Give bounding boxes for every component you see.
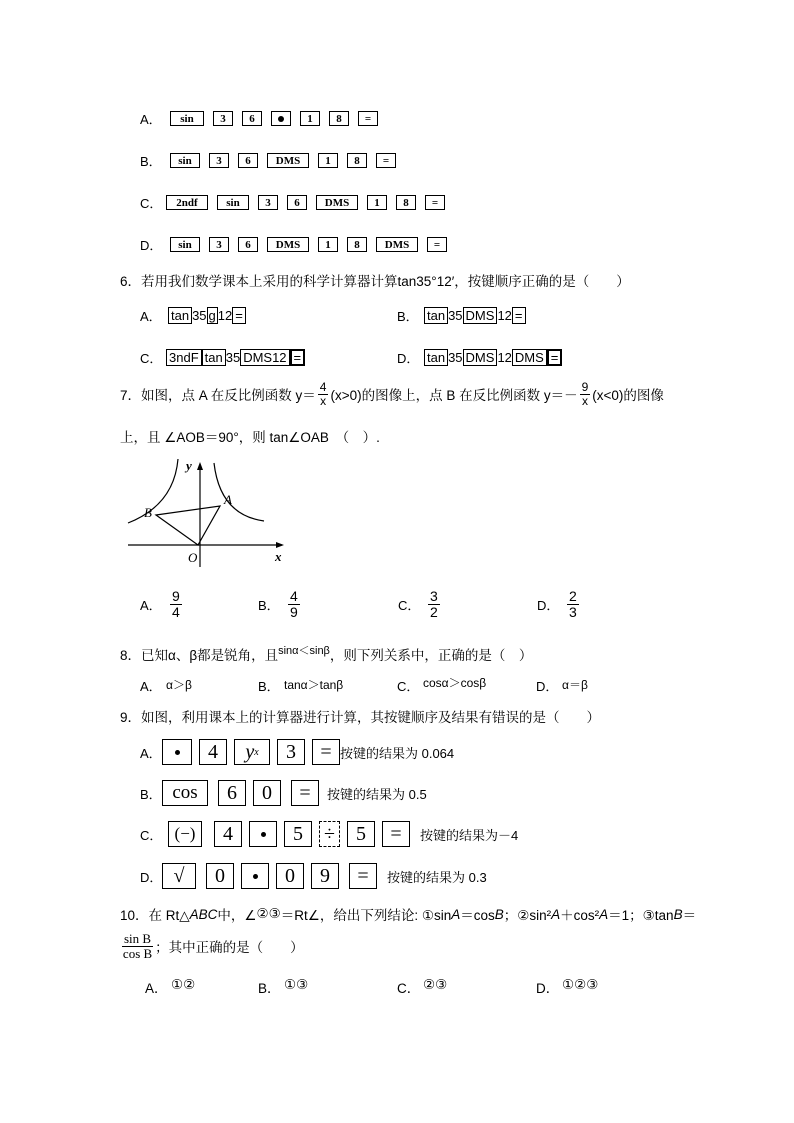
key-1: 1 [300, 111, 320, 126]
key-6: 6 [238, 237, 258, 252]
key-0: 0 [206, 863, 234, 889]
option-label: C． [398, 597, 421, 613]
denominator: 2 [430, 603, 438, 620]
option-d [536, 676, 588, 695]
option-b [258, 676, 397, 695]
option-label: B． [258, 679, 280, 694]
key-0: 0 [276, 863, 304, 889]
sin-key: sin [170, 111, 204, 126]
dms-key: DMS [267, 237, 309, 252]
key-8: 8 [329, 111, 349, 126]
q6-option-c [140, 348, 305, 367]
digits: 12 [497, 308, 512, 323]
option-b [258, 977, 397, 997]
numerator: 4 [290, 588, 298, 604]
equals-key: = [291, 780, 319, 806]
option-a [140, 676, 258, 695]
result-text: 按键的结果为 0.5 [327, 786, 427, 802]
option-label: C． [397, 981, 421, 996]
key-8: 8 [347, 153, 367, 168]
q5-option-a [140, 109, 387, 128]
key-3: 3 [277, 739, 305, 765]
label-y: y [186, 458, 192, 473]
power-base: y [245, 740, 255, 763]
key-6: 6 [242, 111, 262, 126]
tan-key: tan [424, 307, 448, 324]
tan-key: tan [168, 307, 192, 324]
digits: 35 [448, 308, 463, 323]
negative-key: (−) [168, 821, 202, 847]
q9-option-a [140, 739, 454, 765]
option-label: D． [140, 869, 163, 885]
result-text: 按键的结果为 0.3 [387, 869, 487, 885]
divide-key: ÷ [319, 821, 340, 847]
key-4: 4 [199, 739, 227, 765]
denominator: 4 [172, 603, 180, 620]
equals-key: = [547, 349, 563, 366]
option-label: D． [536, 981, 560, 996]
denominator: x [581, 393, 588, 408]
option-b [258, 589, 398, 619]
g-key: g [208, 308, 216, 323]
fraction [567, 589, 579, 619]
fraction [170, 589, 182, 619]
text: 中，∠ [217, 908, 257, 923]
option-label: A． [140, 745, 162, 761]
digits: 35 [225, 350, 241, 365]
text: ＝cos [460, 908, 495, 923]
key-3: 3 [213, 111, 233, 126]
q9-option-c [140, 821, 518, 847]
q7-options [140, 589, 581, 619]
option-text: cosα＞cosβ [423, 676, 487, 690]
option-label: D． [537, 597, 560, 613]
option-c [397, 977, 536, 997]
option-label: B． [397, 309, 419, 324]
dms-key: DMS [376, 237, 418, 252]
text: (x>0)的图像上，点 B 在反比例函数 y＝－ [330, 388, 578, 404]
equals-key: = [425, 195, 445, 210]
option-label: D． [397, 351, 420, 366]
option-c [397, 676, 536, 695]
dms-key: DMS [463, 307, 498, 324]
option-label: A． [140, 679, 162, 694]
italic-var: ②③ [256, 906, 281, 921]
numerator: 2 [569, 588, 577, 604]
fraction [288, 589, 300, 619]
text: ；②sin² [503, 908, 552, 923]
fraction [318, 381, 329, 407]
option-label: A． [140, 597, 162, 613]
key-8: 8 [347, 237, 367, 252]
numerator: 9 [172, 588, 180, 604]
power-exponent: x [254, 746, 259, 758]
label-o: O [188, 550, 198, 565]
italic-var: A [599, 906, 609, 922]
option-text: α＝β [562, 678, 588, 692]
q9-stem: 9．如图，利用课本上的计算器进行计算，其按键顺序及结果有错误的是（ ） [120, 710, 601, 725]
key-6: 6 [287, 195, 307, 210]
italic-var: A [451, 906, 461, 922]
digits: 12 [217, 308, 233, 323]
equals-key: = [358, 111, 378, 126]
3ndf-key: 3ndF [166, 349, 202, 366]
italic-var: B [673, 906, 683, 922]
equals-key: = [512, 307, 526, 324]
fraction [122, 932, 153, 960]
numerator: sin B [124, 931, 152, 946]
option-d [537, 589, 581, 619]
sin-key: sin [217, 195, 249, 210]
option-text: tanα＞tanβ [284, 678, 344, 692]
text: ，则下列关系中，正确的是（ ） [329, 648, 533, 663]
text: ＝1；③tan [608, 908, 674, 923]
text: 10．在 Rt△ [120, 908, 190, 923]
key-3: 3 [209, 153, 229, 168]
result-text: 按键的结果为－4 [419, 827, 519, 843]
text: ＋cos² [560, 908, 600, 923]
key-8: 8 [396, 195, 416, 210]
option-label: C． [140, 827, 163, 843]
key-1: 1 [318, 153, 338, 168]
dms-key: DMS [463, 349, 498, 366]
curve-right [214, 463, 264, 521]
key-4: 4 [214, 821, 242, 847]
dot-key [241, 863, 269, 889]
q7-stem-line2: 上，且 ∠AOB＝90°，则 tan∠OAB （ ）. [120, 430, 380, 445]
q10-options [145, 977, 598, 997]
tan-key: tan [424, 349, 448, 366]
numerator: 3 [430, 588, 438, 604]
key-1: 1 [318, 237, 338, 252]
option-c [398, 589, 537, 619]
option-label: A． [145, 981, 168, 996]
q9-option-d [140, 863, 487, 889]
dot-key [162, 739, 192, 765]
option-label: A． [140, 309, 162, 324]
text: ＝Rt∠，给出下列结论: ①sin [280, 908, 452, 923]
dms-key: DMS [267, 153, 309, 168]
italic-var: A [551, 906, 561, 922]
italic-var: ABC [189, 906, 218, 922]
option-text: ①③ [284, 977, 309, 992]
q6-option-a [140, 306, 246, 325]
key-5: 5 [284, 821, 312, 847]
dot-key [249, 821, 277, 847]
text: ＝ [682, 908, 697, 923]
q9-option-b [140, 780, 427, 806]
option-label: B． [258, 597, 280, 613]
key-3: 3 [258, 195, 278, 210]
triangle-aob [156, 506, 220, 545]
equals-key: = [382, 821, 410, 847]
label-b: B [144, 505, 152, 520]
dms-key: DMS [316, 195, 358, 210]
key-6: 6 [238, 153, 258, 168]
q5-option-d [140, 235, 456, 254]
option-text: ②③ [423, 977, 448, 992]
italic-var: B [494, 906, 504, 922]
digits: 12 [497, 350, 512, 365]
numerator: 9 [581, 380, 589, 394]
option-label: A． [140, 112, 162, 127]
option-label: B． [140, 154, 162, 169]
condition: sinα＜sinβ [278, 645, 330, 657]
numerator: 4 [319, 380, 327, 394]
dot-key [271, 111, 291, 126]
option-a [140, 589, 258, 619]
sin-key: sin [170, 237, 200, 252]
sqrt-key: √ [162, 863, 196, 889]
option-label: B． [258, 981, 281, 996]
q8-stem [120, 644, 532, 664]
label-x: x [275, 549, 282, 564]
x-axis-arrow [276, 542, 284, 548]
sin-key: sin [170, 153, 200, 168]
q6-stem: 6．若用我们数学课本上采用的科学计算器计算tan35°12′，按键顺序正确的是（ ） [120, 274, 630, 289]
option-d [536, 977, 598, 997]
key-1: 1 [367, 195, 387, 210]
denominator: 3 [569, 603, 577, 620]
option-label: C． [140, 196, 163, 211]
option-label: C． [397, 679, 420, 694]
equals-key: = [312, 739, 340, 765]
q7-figure [124, 455, 294, 575]
equals-key: = [427, 237, 447, 252]
q6-option-d [397, 348, 562, 367]
tan-key: tan [202, 349, 226, 366]
q10-stem-line1 [120, 904, 696, 924]
denominator: x [320, 393, 327, 408]
cos-key: cos [162, 780, 208, 806]
denominator: cos B [122, 945, 153, 961]
dms12-key: DMS12 [240, 349, 289, 366]
key-6: 6 [218, 780, 246, 806]
key-5: 5 [347, 821, 375, 847]
equals-key: = [232, 307, 246, 324]
equals-key: = [376, 153, 396, 168]
q10-stem-line2 [120, 932, 304, 960]
option-a [145, 977, 258, 997]
text: 8．已知α、β都是锐角，且 [120, 648, 279, 663]
text: (x<0)的图像 [592, 388, 664, 404]
result-text: 按键的结果为 0.064 [340, 745, 455, 761]
fraction [428, 589, 440, 619]
y-axis-arrow [197, 462, 203, 470]
key-0: 0 [253, 780, 281, 806]
option-text: ①② [171, 977, 196, 992]
option-label: D． [140, 238, 163, 253]
q6-option-b [397, 306, 526, 325]
digits: 35 [448, 350, 463, 365]
denominator: 9 [290, 603, 298, 620]
option-text: ①②③ [562, 977, 599, 992]
q8-options [140, 676, 588, 695]
text: ；其中正确的是（ ） [155, 940, 304, 956]
fraction [580, 381, 591, 407]
equals-key: = [349, 863, 377, 889]
power-key [234, 739, 270, 765]
q5-option-c [140, 193, 454, 212]
digits: 35 [192, 308, 207, 323]
option-text: α＞β [166, 678, 192, 692]
option-label: D． [536, 679, 559, 694]
q5-option-b [140, 151, 405, 170]
text: 7．如图，点 A 在反比例函数 y＝ [120, 388, 316, 404]
dms-key: DMS [512, 349, 547, 366]
key-3: 3 [209, 237, 229, 252]
key-9: 9 [311, 863, 339, 889]
label-a: A [224, 492, 232, 507]
option-label: C． [140, 351, 163, 366]
2ndf-key: 2ndf [166, 195, 208, 210]
q7-stem-line1 [120, 381, 664, 407]
option-label: B． [140, 786, 162, 802]
equals-key: = [290, 349, 306, 366]
